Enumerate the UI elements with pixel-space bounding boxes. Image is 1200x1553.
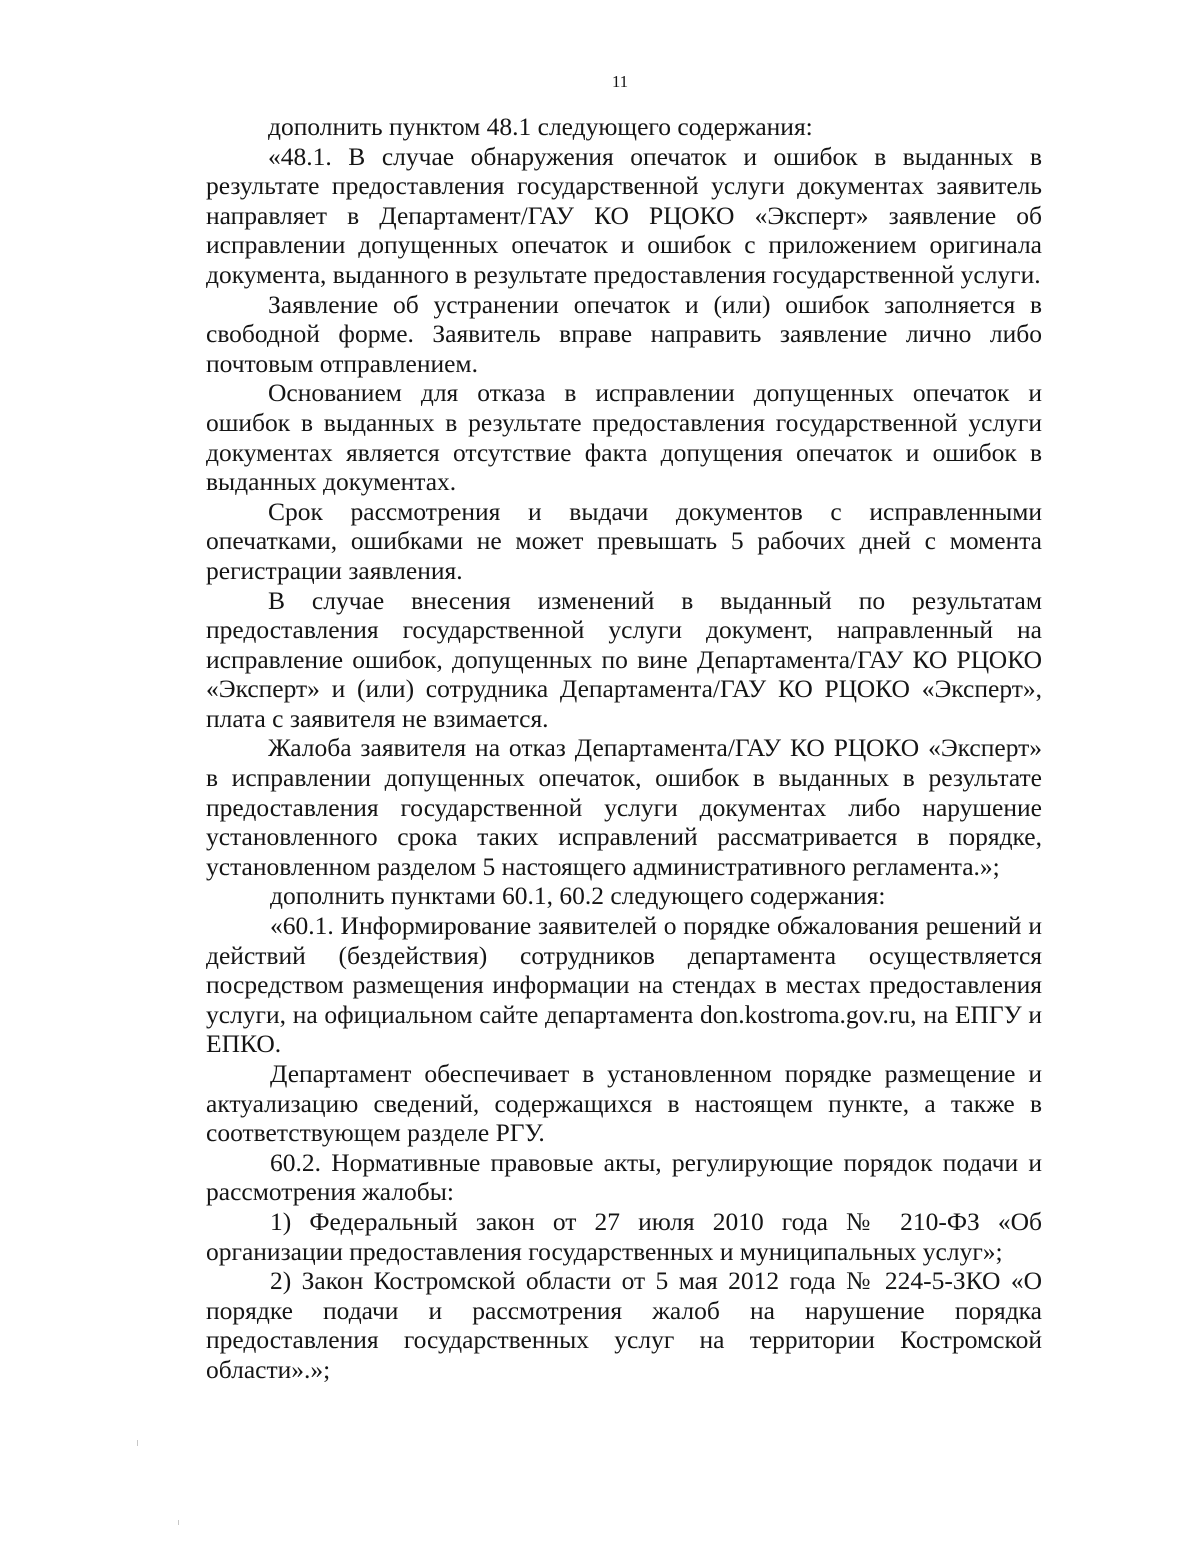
paragraph-application-form: Заявление об устранении опечаток и (или) ошибок заполняется в свободной форме. Заявитель вправе направить заявление лично либо почтовым отправлением. — [206, 289, 1042, 378]
paragraph-complaint: Жалоба заявителя на отказ Департамента/ГАУ КО РЦОКО «Эксперт» в исправлении допущенных опечаток, ошибок в выданных в результате предоставления государственной услуги документах либо нарушение установленного срока таких исправлений рассматривается в порядке, установленном разделом 5 настоящего административного регламента.»; — [206, 733, 1042, 881]
paragraph-review-term: Срок рассмотрения и выдачи документов с исправленными опечатками, ошибками не может превышать 5 рабочих дней с момента регистрации заявления. — [206, 496, 1042, 585]
paragraph-regional-law: 2) Закон Костромской области от 5 мая 2012 года № 224-5-ЗКО «О порядке подачи и рассмотрения жалоб на нарушение порядка предоставления государственных услуг на территории Костромской области».»; — [206, 1266, 1042, 1384]
paragraph-amend-60: дополнить пунктами 60.1, 60.2 следующего содержания: — [270, 881, 886, 911]
paragraph-60-2: 60.2. Нормативные правовые акты, регулирующие порядок подачи и рассмотрения жалобы: — [206, 1147, 1042, 1207]
scan-mark — [137, 1440, 138, 1446]
paragraph-refusal-grounds: Основанием для отказа в исправлении допущенных опечаток и ошибок в выданных в результате предоставления государственной услуги документах является отсутствие факта допущения опечаток и ошибок в выданных документах. — [206, 378, 1042, 497]
paragraph-60-1: «60.1. Информирование заявителей о порядке обжалования решений и действий (бездействия) сотрудников департамента осуществляется посредством размещения информации на стендах в местах предоставления услуги, на официальном сайте департамента don.kostroma.gov.ru, на ЕПГУ и ЕПКО. — [206, 911, 1042, 1059]
scan-mark — [178, 1520, 179, 1525]
paragraph-federal-law: 1) Федеральный закон от 27 июля 2010 года № 210-ФЗ «Об организации предоставления государственных и муниципальных услуг»; — [206, 1206, 1042, 1266]
paragraph-amend-48-1: дополнить пунктом 48.1 следующего содержания: — [268, 112, 813, 141]
paragraph-48-1: «48.1. В случае обнаружения опечаток и ошибок в выданных в результате предоставления государственной услуги документах заявитель направляет в Департамент/ГАУ КО РЦОКО «Эксперт» заявление об исправлении допущенных опечаток и ошибок с приложением оригинала документа, выданного в результате предоставления государственной услуги. — [206, 141, 1042, 289]
page-number: 11 — [611, 72, 629, 91]
document-body — [206, 112, 1042, 1385]
paragraph-no-fee: В случае внесения изменений в выданный по результатам предоставления государственной услуги документ, направленный на исправление ошибок, допущенных по вине Департамента/ГАУ КО РЦОКО «Эксперт» и (или) сотрудника Департамента/ГАУ КО РЦОКО «Эксперт», плата с заявителя не взимается. — [206, 585, 1042, 733]
paragraph-department-duty: Департамент обеспечивает в установленном порядке размещение и актуализацию сведений, содержащихся в настоящем пункте, а также в соответствующем разделе РГУ. — [206, 1059, 1042, 1148]
